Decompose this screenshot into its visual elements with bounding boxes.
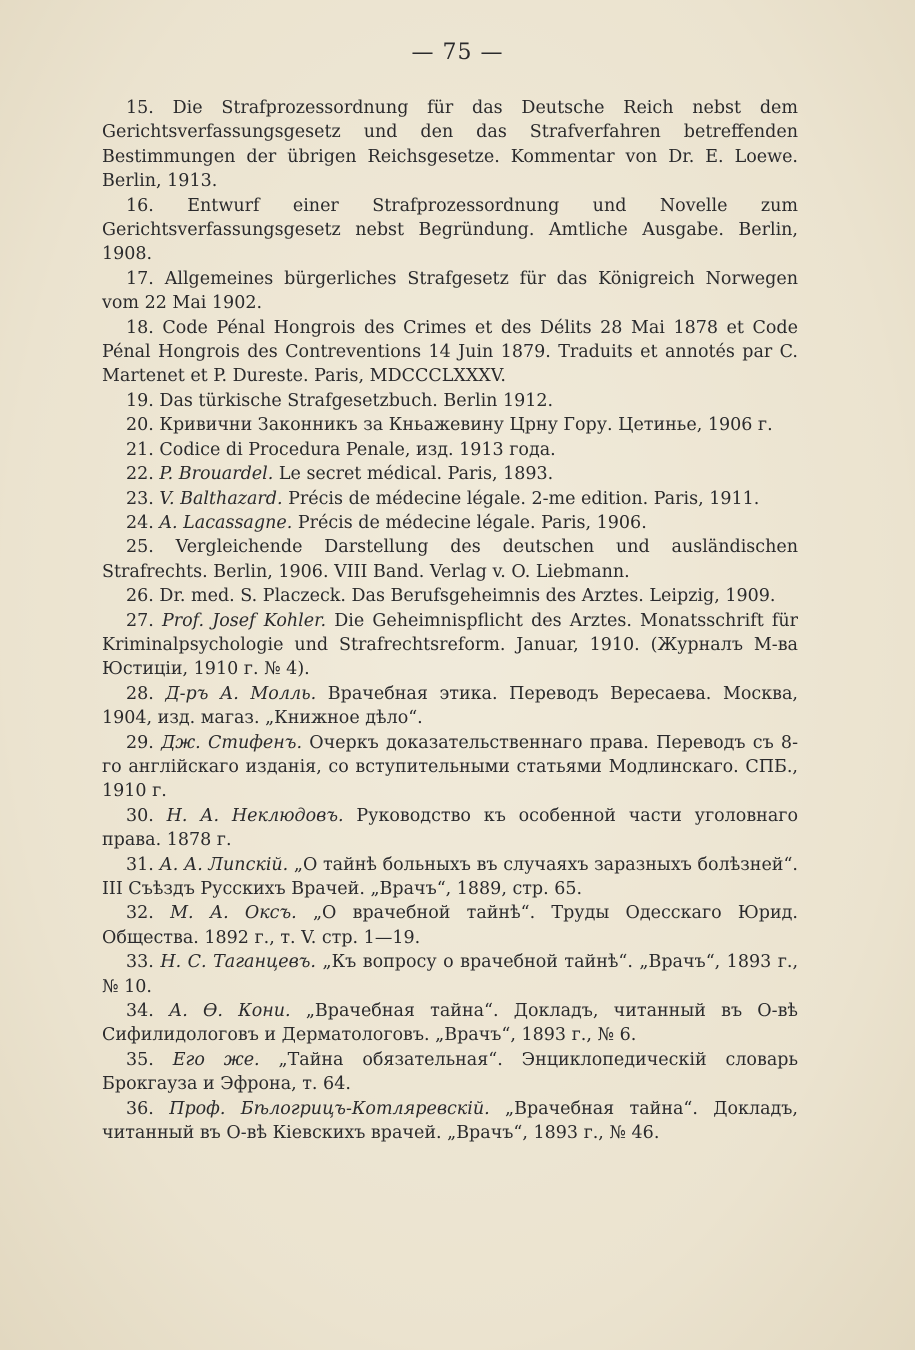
entry-number: 18. <box>126 317 154 338</box>
entry-text: Dr. med. S. Placzeck. Das Berufsgeheimnis des Arztes. Leipzig, 1909. <box>159 586 776 607</box>
entry-number: 15. <box>126 98 154 118</box>
bibliography-entry <box>102 487 798 511</box>
entry-number: 22. <box>126 464 154 485</box>
entry-text: „Врачебная тайна“. Докладъ, читанный въ О-вѣ Кіевскихъ врачей. „Врачъ“, 1893 г., № 46. <box>102 1098 798 1144</box>
entry-author: А. Ѳ. Кони. <box>169 1001 291 1022</box>
entry-number: 36. <box>126 1098 154 1119</box>
bibliography-entry <box>102 267 798 316</box>
entry-number: 25. <box>126 537 154 558</box>
entry-number: 31. <box>126 854 154 875</box>
bibliography-entry <box>102 1048 798 1097</box>
bibliography-entry <box>102 316 798 389</box>
bibliography-entry <box>102 950 798 999</box>
bibliography-entry <box>102 853 798 902</box>
bibliography-entry <box>102 438 798 462</box>
bibliography-entry <box>102 96 798 194</box>
entry-author: Проф. Бѣлогрицъ-Котляревскій. <box>169 1098 490 1119</box>
entry-text: Руководство къ особенной части уголовнаго права. 1878 г. <box>102 805 798 851</box>
entry-number: 23. <box>126 488 154 509</box>
entry-author: Д-ръ А. Молль. <box>165 683 317 704</box>
bibliography-entry <box>102 194 798 267</box>
bibliography-entry <box>102 731 798 804</box>
entry-number: 17. <box>126 268 154 289</box>
entry-text: Кривични Законникъ за Кньажевину Црну Гору. Цетинье, 1906 г. <box>159 415 773 436</box>
bibliography-entry <box>102 999 798 1048</box>
entry-author: Н. А. Неклюдовъ. <box>166 805 344 826</box>
entry-author: P. Brouardel. <box>159 464 274 485</box>
bibliography-entry <box>102 511 798 535</box>
bibliography-entry <box>102 535 798 584</box>
entry-number: 29. <box>126 732 154 753</box>
bibliography-entry <box>102 584 798 608</box>
entry-text: „Къ вопросу о врачебной тайнѣ“. „Врачъ“, 1893 г., № 10. <box>102 952 799 997</box>
entry-text: Die Geheimnispflicht des Arztes. Monatsschrift für Kriminalpsychologie und Strafrechtsreform. Januar, 1910. (Журналъ М-ва Юстиціи, 1910 г. № 4). <box>102 610 798 680</box>
entry-text: Очеркъ доказательственнаго права. Переводъ съ 8-го англійскаго изданія, со вступительными статьями Модлинскаго. СПБ., 1910 г. <box>102 732 798 802</box>
entry-number: 35. <box>126 1049 154 1070</box>
bibliography-entry <box>102 389 798 413</box>
entry-text: Allgemeines bürgerliches Strafgesetz für das Königreich Norwegen vom 22 Mai 1902. <box>102 268 798 314</box>
entry-number: 21. <box>126 439 154 460</box>
entry-author: Н. С. Таганцевъ. <box>160 952 316 973</box>
entry-text: „О тайнѣ больныхъ въ случаяхъ заразныхъ болѣзней“. III Съѣздъ Русскихъ Врачей. „Врачъ“, 1889, стр. 65. <box>102 854 798 899</box>
bibliography-list <box>102 96 798 1145</box>
entry-author: А. А. Липскій. <box>159 854 289 875</box>
bibliography-entry <box>102 462 798 486</box>
entry-text: Code Pénal Hongrois des Crimes et des Délits 28 Mai 1878 et Code Pénal Hongrois des Contreventions 14 Juin 1879. Traduits et annotés par C. Martenet et P. Dureste. Paris, MDCCCLXXXV. <box>102 317 798 387</box>
entry-number: 27. <box>126 610 154 631</box>
entry-text: Précis de médecine légale. Paris, 1906. <box>297 512 647 533</box>
bibliography-entry <box>102 682 798 731</box>
bibliography-entry <box>102 804 798 853</box>
bibliography-entry <box>102 901 798 950</box>
entry-text: Entwurf einer Strafprozessordnung und Novelle zum Gerichtsverfassungsgesetz nebst Begründung. Amtliche Ausgabe. Berlin, 1908. <box>102 195 798 265</box>
entry-number: 26. <box>126 586 154 607</box>
entry-text: Le secret médical. Paris, 1893. <box>278 464 554 485</box>
bibliography-entry <box>102 413 798 437</box>
entry-author: V. Balthazard. <box>159 488 283 509</box>
entry-author: A. Lacassagne. <box>159 512 293 533</box>
entry-text: „Врачебная тайна“. Докладъ, читанный въ О-вѣ Сифилидологовъ и Дерматологовъ. „Врачъ“, 1893 г., № 6. <box>102 1001 798 1046</box>
entry-author: Prof. Josef Kohler. <box>161 610 327 631</box>
entry-text: Врачебная этика. Переводъ Вересаева. Москва, 1904, изд. магаз. „Книжное дѣло“. <box>102 683 798 729</box>
entry-number: 19. <box>126 390 154 411</box>
entry-text: Précis de médecine légale. 2-me edition. Paris, 1911. <box>288 488 760 509</box>
bibliography-entry <box>102 609 798 682</box>
entry-number: 32. <box>126 903 154 924</box>
entry-text: Codice di Procedura Penale, изд. 1913 года. <box>159 439 556 460</box>
entry-number: 30. <box>126 805 154 826</box>
entry-number: 34. <box>126 1001 154 1022</box>
entry-text: Das türkische Strafgesetzbuch. Berlin 1912. <box>159 390 554 411</box>
entry-number: 28. <box>126 683 154 704</box>
entry-number: 33. <box>126 952 154 973</box>
entry-number: 24. <box>126 512 154 533</box>
page-number: — 75 — <box>411 40 504 65</box>
entry-text: „О врачебной тайнѣ“. Труды Одесскаго Юрид. Общества. 1892 г., т. V. стр. 1—19. <box>102 903 798 948</box>
entry-number: 20. <box>126 415 154 436</box>
entry-author: Его же. <box>172 1049 260 1070</box>
entry-text: Vergleichende Darstellung des deutschen und ausländischen Strafrechts. Berlin, 1906. VIII Band. Verlag v. O. Liebmann. <box>102 537 798 582</box>
entry-author: Дж. Стифенъ. <box>161 732 303 753</box>
entry-text: Die Strafprozessordnung für das Deutsche Reich nebst dem Gerichtsverfassungsgesetz und den das Strafverfahren betreffenden Bestimmungen der übrigen Reichsgesetze. Kommentar von Dr. E. Loewe. Berlin, 1913. <box>102 98 798 192</box>
entry-author: М. А. Оксъ. <box>170 903 297 924</box>
entry-number: 16. <box>126 195 154 216</box>
bibliography-entry <box>102 1097 798 1146</box>
entry-text: „Тайна обязательная“. Энциклопедическій словарь Брокгауза и Эфрона, т. 64. <box>102 1049 798 1095</box>
